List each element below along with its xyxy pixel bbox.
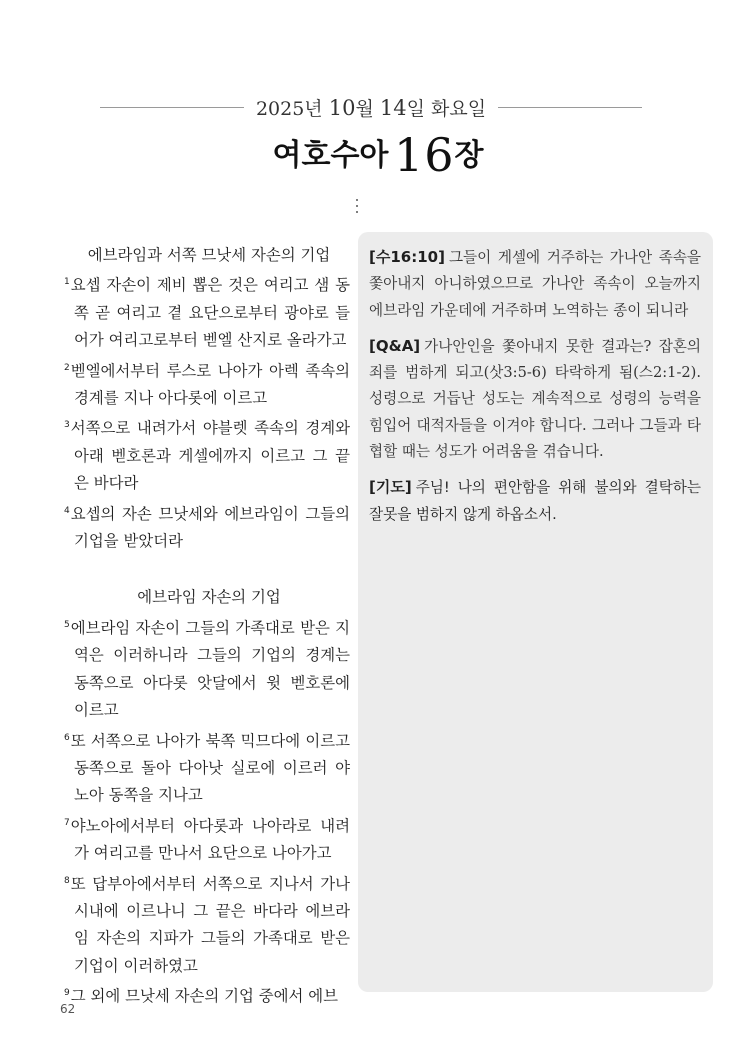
date-day-unit: 일: [406, 97, 425, 120]
verse-number: 7: [64, 817, 70, 828]
verse-number: 3: [64, 420, 70, 431]
date-text: [244, 94, 498, 121]
date-day: 14: [379, 95, 407, 120]
verse-number: 4: [64, 505, 70, 516]
verse-number: 5: [64, 619, 70, 630]
ellipsis-divider-icon: [354, 199, 360, 213]
verse-text: 그 외에 므낫세 자손의 기업 중에서 에브: [70, 987, 338, 1006]
verse-text: 벧엘에서부터 루스로 나아가 아렉 족속의 경계를 지나 아다롯에 이르고: [70, 361, 350, 408]
verse: [64, 412, 350, 497]
date-rule-right: [498, 107, 642, 108]
qa-block: [369, 333, 701, 465]
commentary-box: [358, 232, 713, 992]
chapter-unit: 장: [454, 138, 484, 173]
verse: [64, 612, 350, 725]
prayer-text: 주님! 나의 편안함을 위해 불의와 결탁하는 잘못을 범하지 않게 하옵소서.: [369, 479, 701, 524]
prayer-tag: [기도]: [369, 478, 412, 497]
verse-text: 야노아에서부터 아다롯과 나아라로 내려가 여리고를 만나서 요단으로 나아가고: [70, 816, 350, 863]
scripture-column: [64, 242, 350, 1011]
date-weekday: 화요일: [431, 97, 487, 120]
verse: [64, 725, 350, 810]
page-number: 62: [60, 1002, 76, 1016]
book-name: 여호수아: [272, 138, 389, 173]
verse: [64, 498, 350, 556]
key-verse-tag: [수16:10]: [369, 248, 445, 266]
verse-number: 2: [64, 362, 70, 373]
verse: [64, 868, 350, 981]
verse-number: 9: [64, 988, 70, 999]
verse-text: 또 답부아에서부터 서쪽으로 지나서 가나 시내에 이르나니 그 끝은 바다라 에브라임 자손의 지파가 그들의 가족대로 받은 기업이 이러하였고: [70, 874, 350, 975]
date-year: 2025년: [255, 97, 323, 120]
verse-text: 서쪽으로 내려가서 야블렛 족속의 경계와 아래 벧호론과 게셀에까지 이르고 그 끝은 바다라: [70, 419, 350, 493]
date-header: [100, 92, 642, 122]
date-month-unit: 월: [355, 97, 374, 120]
verse-text: 요셉 자손이 제비 뽑은 것은 여리고 샘 동쪽 곧 여리고 곁 요단으로부터 광야로 들어가 여리고로부터 벧엘 산지로 올라가고: [70, 276, 350, 350]
key-verse: [369, 244, 701, 324]
prayer-block: [369, 474, 701, 528]
verse: [64, 980, 350, 1010]
section-heading: 에브라임 자손의 기업: [137, 588, 281, 607]
verse: [64, 810, 350, 868]
section-heading: 에브라임과 서쪽 므낫세 자손의 기업: [87, 246, 331, 264]
chapter-number: 16: [393, 128, 455, 182]
verse-number: 8: [64, 875, 70, 886]
date-rule-left: [100, 107, 244, 108]
key-verse-text: 그들이 게셀에 거주하는 가나안 족속을 쫓아내지 아니하였으므로 가나안 족속이 오늘까지 에브라임 가운데에 거주하며 노역하는 종이 되니라: [369, 249, 701, 319]
verse-number: 1: [64, 277, 70, 288]
qa-text: 가나안인을 쫓아내지 못한 결과는? 잡혼의 죄를 범하게 되고(삿3:5-6) 타락하게 됨(스2:1-2). 성령으로 거듭난 성도는 계속적으로 성령의 능력을 힘입어 대적자들을 이겨야 합니다. 그러나 그들과 타협할 때는 성도가 어려움을 겪습니다.: [369, 337, 701, 461]
verse-text: 요셉의 자손 므낫세와 에브라임이 그들의 기업을 받았더라: [70, 504, 350, 551]
verse: [64, 269, 350, 354]
verse-text: 또 서쪽으로 나아가 북쪽 믹므다에 이르고 동쪽으로 돌아 다아낫 실로에 이르러 야노아 동쪽을 지나고: [70, 731, 350, 805]
chapter-title: [0, 128, 756, 182]
verse-number: 6: [64, 732, 70, 743]
date-month: 10: [328, 95, 356, 120]
verse-text: 에브라임 자손이 그들의 가족대로 받은 지역은 이러하니라 그들의 기업의 경계는 동쪽으로 아다롯 앗달에서 윗 벧호론에 이르고: [70, 618, 350, 720]
qa-tag: [Q&A]: [369, 336, 421, 355]
verse: [64, 355, 350, 413]
